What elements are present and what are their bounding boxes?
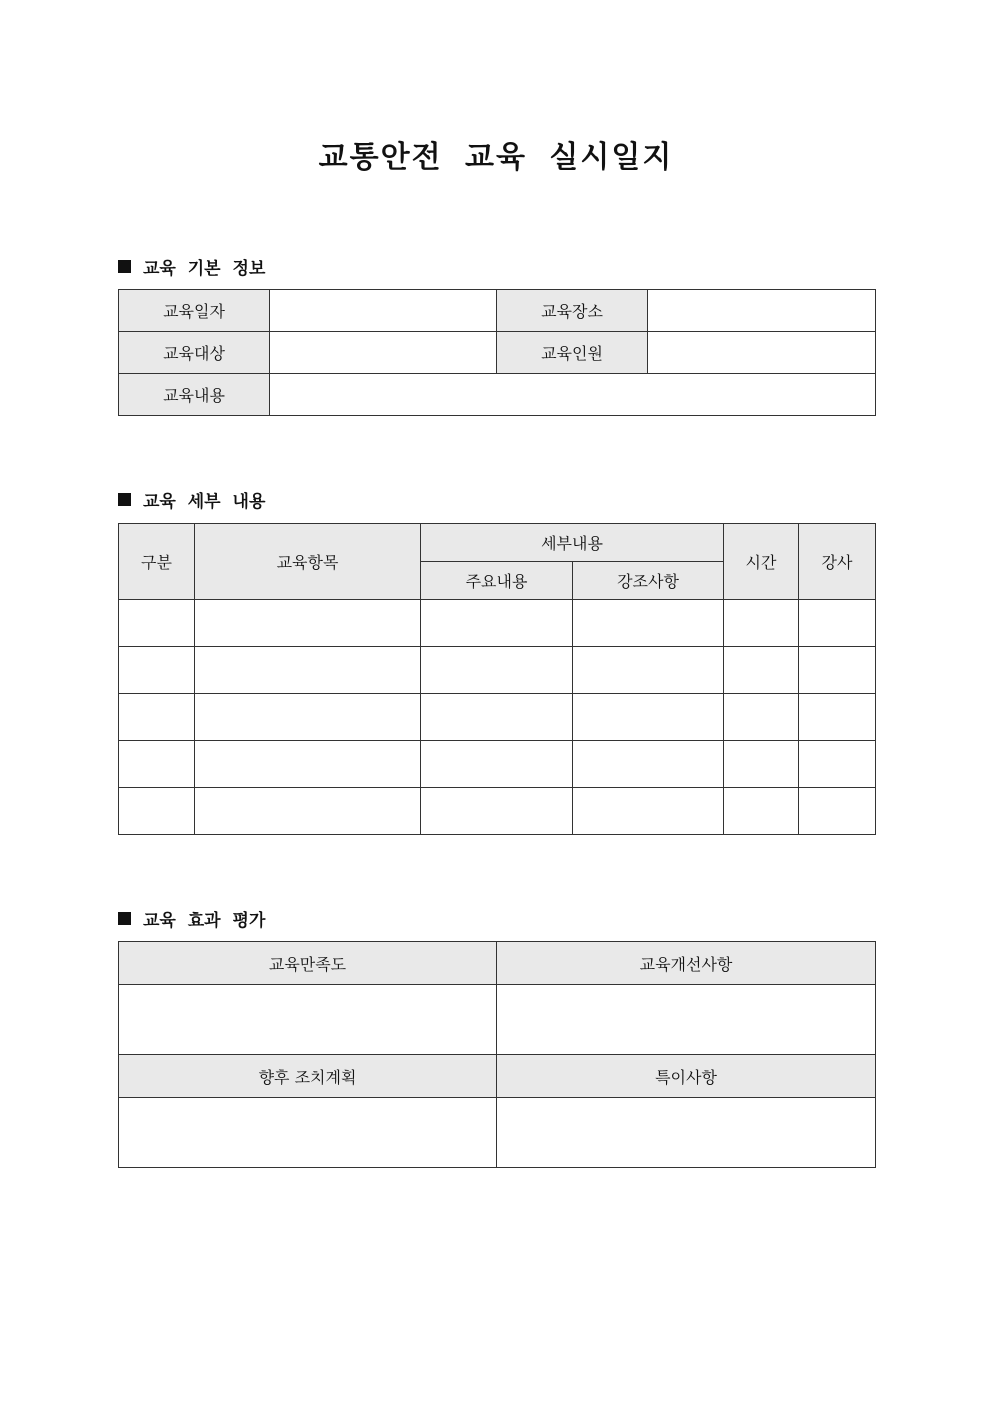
label-content: 교육내용 xyxy=(119,374,270,416)
header-category: 구분 xyxy=(119,524,195,600)
cell-instructor[interactable] xyxy=(799,788,876,835)
section-heading-basic-info xyxy=(118,254,265,279)
cell-emphasis[interactable] xyxy=(573,741,724,788)
label-headcount: 교육인원 xyxy=(497,332,648,374)
cell-time[interactable] xyxy=(724,788,799,835)
header-emphasis: 강조사항 xyxy=(573,562,724,600)
header-instructor: 강사 xyxy=(799,524,876,600)
cell-item[interactable] xyxy=(195,600,421,647)
document-title: 교통안전 교육 실시일지 xyxy=(318,140,674,175)
table-row xyxy=(119,647,876,694)
square-bullet-icon xyxy=(118,260,131,273)
label-place: 교육장소 xyxy=(497,290,648,332)
section-heading-evaluation xyxy=(118,906,265,931)
cell-emphasis[interactable] xyxy=(573,600,724,647)
table-row xyxy=(119,694,876,741)
field-followup[interactable] xyxy=(119,1098,497,1168)
cell-main[interactable] xyxy=(421,600,573,647)
square-bullet-icon xyxy=(118,912,131,925)
evaluation-table xyxy=(118,941,876,1168)
cell-item[interactable] xyxy=(195,694,421,741)
cell-item[interactable] xyxy=(195,788,421,835)
cell-time[interactable] xyxy=(724,647,799,694)
header-time: 시간 xyxy=(724,524,799,600)
cell-instructor[interactable] xyxy=(799,741,876,788)
cell-item[interactable] xyxy=(195,741,421,788)
cell-main[interactable] xyxy=(421,694,573,741)
details-table xyxy=(118,523,876,835)
field-content[interactable] xyxy=(270,374,876,416)
cell-emphasis[interactable] xyxy=(573,647,724,694)
cell-category[interactable] xyxy=(119,600,195,647)
field-date[interactable] xyxy=(270,290,497,332)
table-row xyxy=(119,741,876,788)
table-row xyxy=(119,788,876,835)
section-heading-text: 교육 효과 평가 xyxy=(143,911,266,931)
section-heading-text: 교육 세부 내용 xyxy=(143,492,266,512)
square-bullet-icon xyxy=(118,493,131,506)
cell-main[interactable] xyxy=(421,741,573,788)
label-target: 교육대상 xyxy=(119,332,270,374)
field-place[interactable] xyxy=(648,290,876,332)
field-target[interactable] xyxy=(270,332,497,374)
cell-item[interactable] xyxy=(195,647,421,694)
field-improvement[interactable] xyxy=(497,985,876,1055)
cell-instructor[interactable] xyxy=(799,694,876,741)
header-followup: 향후 조치계획 xyxy=(119,1055,497,1098)
header-satisfaction: 교육만족도 xyxy=(119,942,497,985)
header-main: 주요내용 xyxy=(421,562,573,600)
header-improvement: 교육개선사항 xyxy=(497,942,876,985)
basic-info-table xyxy=(118,289,876,416)
cell-time[interactable] xyxy=(724,694,799,741)
cell-category[interactable] xyxy=(119,741,195,788)
section-heading-details xyxy=(118,487,265,512)
cell-category[interactable] xyxy=(119,788,195,835)
cell-category[interactable] xyxy=(119,694,195,741)
cell-main[interactable] xyxy=(421,647,573,694)
cell-emphasis[interactable] xyxy=(573,788,724,835)
cell-instructor[interactable] xyxy=(799,647,876,694)
cell-time[interactable] xyxy=(724,600,799,647)
cell-time[interactable] xyxy=(724,741,799,788)
field-remarks[interactable] xyxy=(497,1098,876,1168)
header-detail: 세부내용 xyxy=(421,524,724,562)
header-remarks: 특이사항 xyxy=(497,1055,876,1098)
section-heading-text: 교육 기본 정보 xyxy=(143,259,266,279)
label-date: 교육일자 xyxy=(119,290,270,332)
table-row xyxy=(119,600,876,647)
field-headcount[interactable] xyxy=(648,332,876,374)
cell-main[interactable] xyxy=(421,788,573,835)
cell-category[interactable] xyxy=(119,647,195,694)
cell-emphasis[interactable] xyxy=(573,694,724,741)
header-item: 교육항목 xyxy=(195,524,421,600)
field-satisfaction[interactable] xyxy=(119,985,497,1055)
cell-instructor[interactable] xyxy=(799,600,876,647)
